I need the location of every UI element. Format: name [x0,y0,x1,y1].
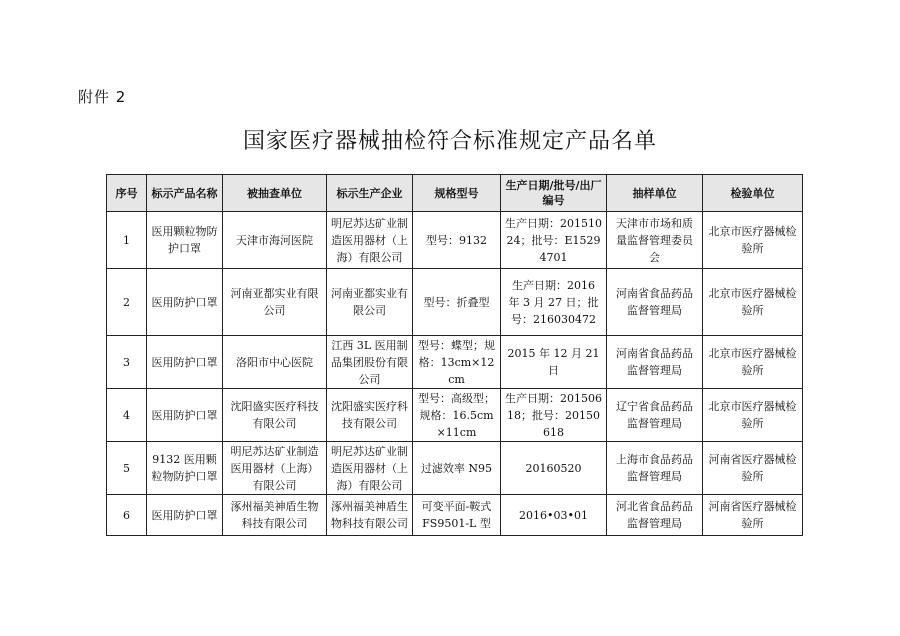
cell-sampling-unit: 河北省食品药品监督管理局 [607,495,703,536]
header-manufacturer: 标示生产企业 [327,175,413,212]
table-row [107,336,803,389]
table-header-row [107,175,803,212]
cell-spec-model: 型号：高级型；规格：16.5cm×11cm [413,389,501,442]
table-row [107,269,803,336]
cell-manufacturer: 涿州福美神盾生物科技有限公司 [327,495,413,536]
cell-date-batch: 生产日期：2016 年 3 月 27 日；批号：216030472 [501,269,607,336]
table-row [107,212,803,269]
header-inspected-unit: 被抽查单位 [223,175,327,212]
attachment-label: 附件 2 [78,88,127,106]
cell-manufacturer: 江西 3L 医用制品集团股份有限公司 [327,336,413,389]
cell-index: 5 [107,442,147,495]
cell-sampling-unit: 辽宁省食品药品监督管理局 [607,389,703,442]
header-index: 序号 [107,175,147,212]
cell-manufacturer: 明尼苏达矿业制造医用器材（上海）有限公司 [327,442,413,495]
cell-testing-unit: 北京市医疗器械检验所 [703,212,803,269]
cell-inspected-unit: 天津市海河医院 [223,212,327,269]
cell-spec-model: 型号：折叠型 [413,269,501,336]
document-title: 国家医疗器械抽检符合标准规定产品名单 [242,129,657,154]
cell-spec-model: 可变平面-鞍式 FS9501-L 型 [413,495,501,536]
table-row [107,442,803,495]
cell-testing-unit: 北京市医疗器械检验所 [703,389,803,442]
cell-date-batch: 20160520 [501,442,607,495]
cell-date-batch: 2015 年 12 月 21 日 [501,336,607,389]
header-product-name: 标示产品名称 [147,175,223,212]
cell-inspected-unit: 沈阳盛实医疗科技有限公司 [223,389,327,442]
cell-manufacturer: 沈阳盛实医疗科技有限公司 [327,389,413,442]
cell-testing-unit: 河南省医疗器械检验所 [703,442,803,495]
cell-product-name: 医用防护口罩 [147,389,223,442]
header-sampling-unit: 抽样单位 [607,175,703,212]
cell-product-name: 医用防护口罩 [147,269,223,336]
cell-sampling-unit: 天津市市场和质量监督管理委员会 [607,212,703,269]
cell-index: 4 [107,389,147,442]
cell-sampling-unit: 河南省食品药品监督管理局 [607,336,703,389]
cell-inspected-unit: 洛阳市中心医院 [223,336,327,389]
product-list-table [106,174,803,536]
cell-date-batch: 生产日期：20150618；批号：20150618 [501,389,607,442]
cell-manufacturer: 明尼苏达矿业制造医用器材（上海）有限公司 [327,212,413,269]
cell-index: 6 [107,495,147,536]
table-row [107,389,803,442]
cell-testing-unit: 河南省医疗器械检验所 [703,495,803,536]
cell-inspected-unit: 河南亚都实业有限公司 [223,269,327,336]
cell-spec-model: 型号：9132 [413,212,501,269]
cell-inspected-unit: 明尼苏达矿业制造医用器材（上海）有限公司 [223,442,327,495]
cell-index: 3 [107,336,147,389]
cell-inspected-unit: 涿州福美神盾生物科技有限公司 [223,495,327,536]
table-row [107,495,803,536]
cell-sampling-unit: 河南省食品药品监督管理局 [607,269,703,336]
header-date-batch: 生产日期/批号/出厂编号 [501,175,607,212]
cell-testing-unit: 北京市医疗器械检验所 [703,336,803,389]
cell-date-batch: 生产日期：20151024；批号：E15294701 [501,212,607,269]
cell-spec-model: 型号：蝶型；规格：13cm×12cm [413,336,501,389]
cell-sampling-unit: 上海市食品药品监督管理局 [607,442,703,495]
cell-index: 2 [107,269,147,336]
cell-manufacturer: 河南亚都实业有限公司 [327,269,413,336]
cell-product-name: 医用颗粒物防护口罩 [147,212,223,269]
cell-date-batch: 2016•03•01 [501,495,607,536]
cell-index: 1 [107,212,147,269]
header-testing-unit: 检验单位 [703,175,803,212]
header-spec-model: 规格型号 [413,175,501,212]
cell-testing-unit: 北京市医疗器械检验所 [703,269,803,336]
cell-product-name: 医用防护口罩 [147,336,223,389]
cell-product-name: 医用防护口罩 [147,495,223,536]
cell-product-name: 9132 医用颗粒物防护口罩 [147,442,223,495]
cell-spec-model: 过滤效率 N95 [413,442,501,495]
